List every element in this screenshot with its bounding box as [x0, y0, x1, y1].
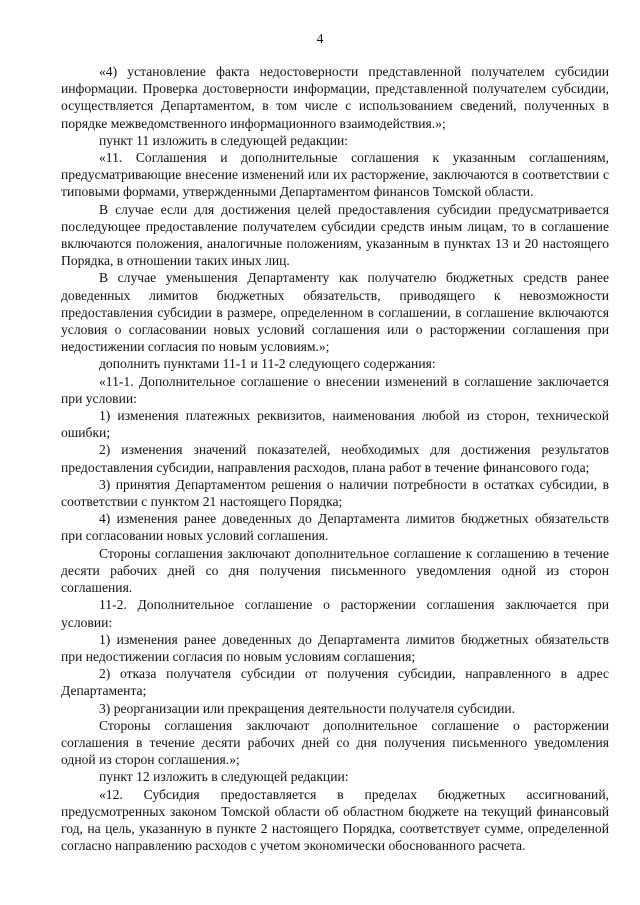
paragraph: пункт 11 изложить в следующей редакции:	[99, 132, 349, 148]
paragraph: дополнить пунктами 11-1 и 11-2 следующего содержания:	[99, 356, 436, 372]
paragraph: 3) реорганизации или прекращения деятельности получателя субсидии.	[99, 700, 516, 716]
paragraph: 3) принятия Департаментом решения о наличии потребности в остатках субсидии, в соответствии с пунктом 21 настоящего Порядка;	[61, 476, 609, 510]
paragraph: «4) установление факта недостоверности представленной получателем субсидии информации. Проверка достоверности информации, представленной получателем субсидии, осуществляется Департаментом, в том числе с использованием сведений, полученных в порядке межведомственного информационного взаимодействия.»;	[61, 64, 609, 131]
paragraph: 2) отказа получателя субсидии от получения субсидии, направленного в адрес Департамента;	[61, 666, 609, 699]
document-body	[61, 63, 609, 854]
paragraph: «11-1. Дополнительное соглашение о внесении изменений в соглашение заключается при условии:	[61, 373, 609, 406]
paragraph: Стороны соглашения заключают дополнительное соглашение о расторжении соглашения в течение десяти рабочих дней со дня получения письменного уведомления одной из сторон соглашения.»;	[61, 717, 609, 768]
paragraph: В случае уменьшения Департаменту как получателю бюджетных средств ранее доведенных лимитов бюджетных обязательств, приводящего к невозможности предоставления субсидии в размере, определенном в соглашении, в соглашение включаются условия о согласовании новых условий соглашения или о расторжении соглашения при недостижении согласия по новым условиям.»;	[61, 270, 609, 355]
paragraph: 4) изменения ранее доведенных до Департамента лимитов бюджетных обязательств при согласовании новых условий соглашения.	[61, 511, 609, 544]
paragraph: 1) изменения платежных реквизитов, наименования любой из сторон, технической ошибки;	[61, 408, 609, 441]
paragraph: Стороны соглашения заключают дополнительное соглашение к соглашению в течение десяти рабочих дней со дня получения письменного уведомления одной из сторон соглашения.	[61, 545, 609, 596]
paragraph: 11-2. Дополнительное соглашение о расторжении соглашения заключается при условии:	[61, 597, 609, 630]
page-number: 4	[316, 31, 324, 46]
paragraph: пункт 12 изложить в следующей редакции:	[99, 769, 349, 785]
paragraph: 1) изменения ранее доведенных до Департамента лимитов бюджетных обязательств при недостижении согласия по новым условиям соглашения;	[61, 631, 609, 664]
paragraph: «12. Субсидия предоставляется в пределах бюджетных ассигнований, предусмотренных законом Томской области об областном бюджете на текущий финансовый год, на цель, указанную в пункте 2 настоящего Порядка, соответствует сумме, определенной согласно направлению расходов с учетом экономически обоснованного расчета.	[61, 786, 609, 854]
paragraph: В случае если для достижения целей предоставления субсидии предусматривается последующее предоставление получателем субсидии средств иным лицам, то в соглашение включаются положения, аналогичные положениям, указанным в пунктах 13 и 20 настоящего Порядка, в отношении таких иных лиц.	[61, 201, 609, 269]
paragraph: 2) изменения значений показателей, необходимых для достижения результатов предоставления субсидии, направления расходов, плана работ в течение финансового года;	[61, 442, 609, 475]
paragraph: «11. Соглашения и дополнительные соглашения к указанным соглашениям, предусматривающие внесение изменений или их расторжение, заключаются в соответствии с типовыми формами, утвержденными Департаментом финансов Томской области.	[61, 150, 609, 200]
